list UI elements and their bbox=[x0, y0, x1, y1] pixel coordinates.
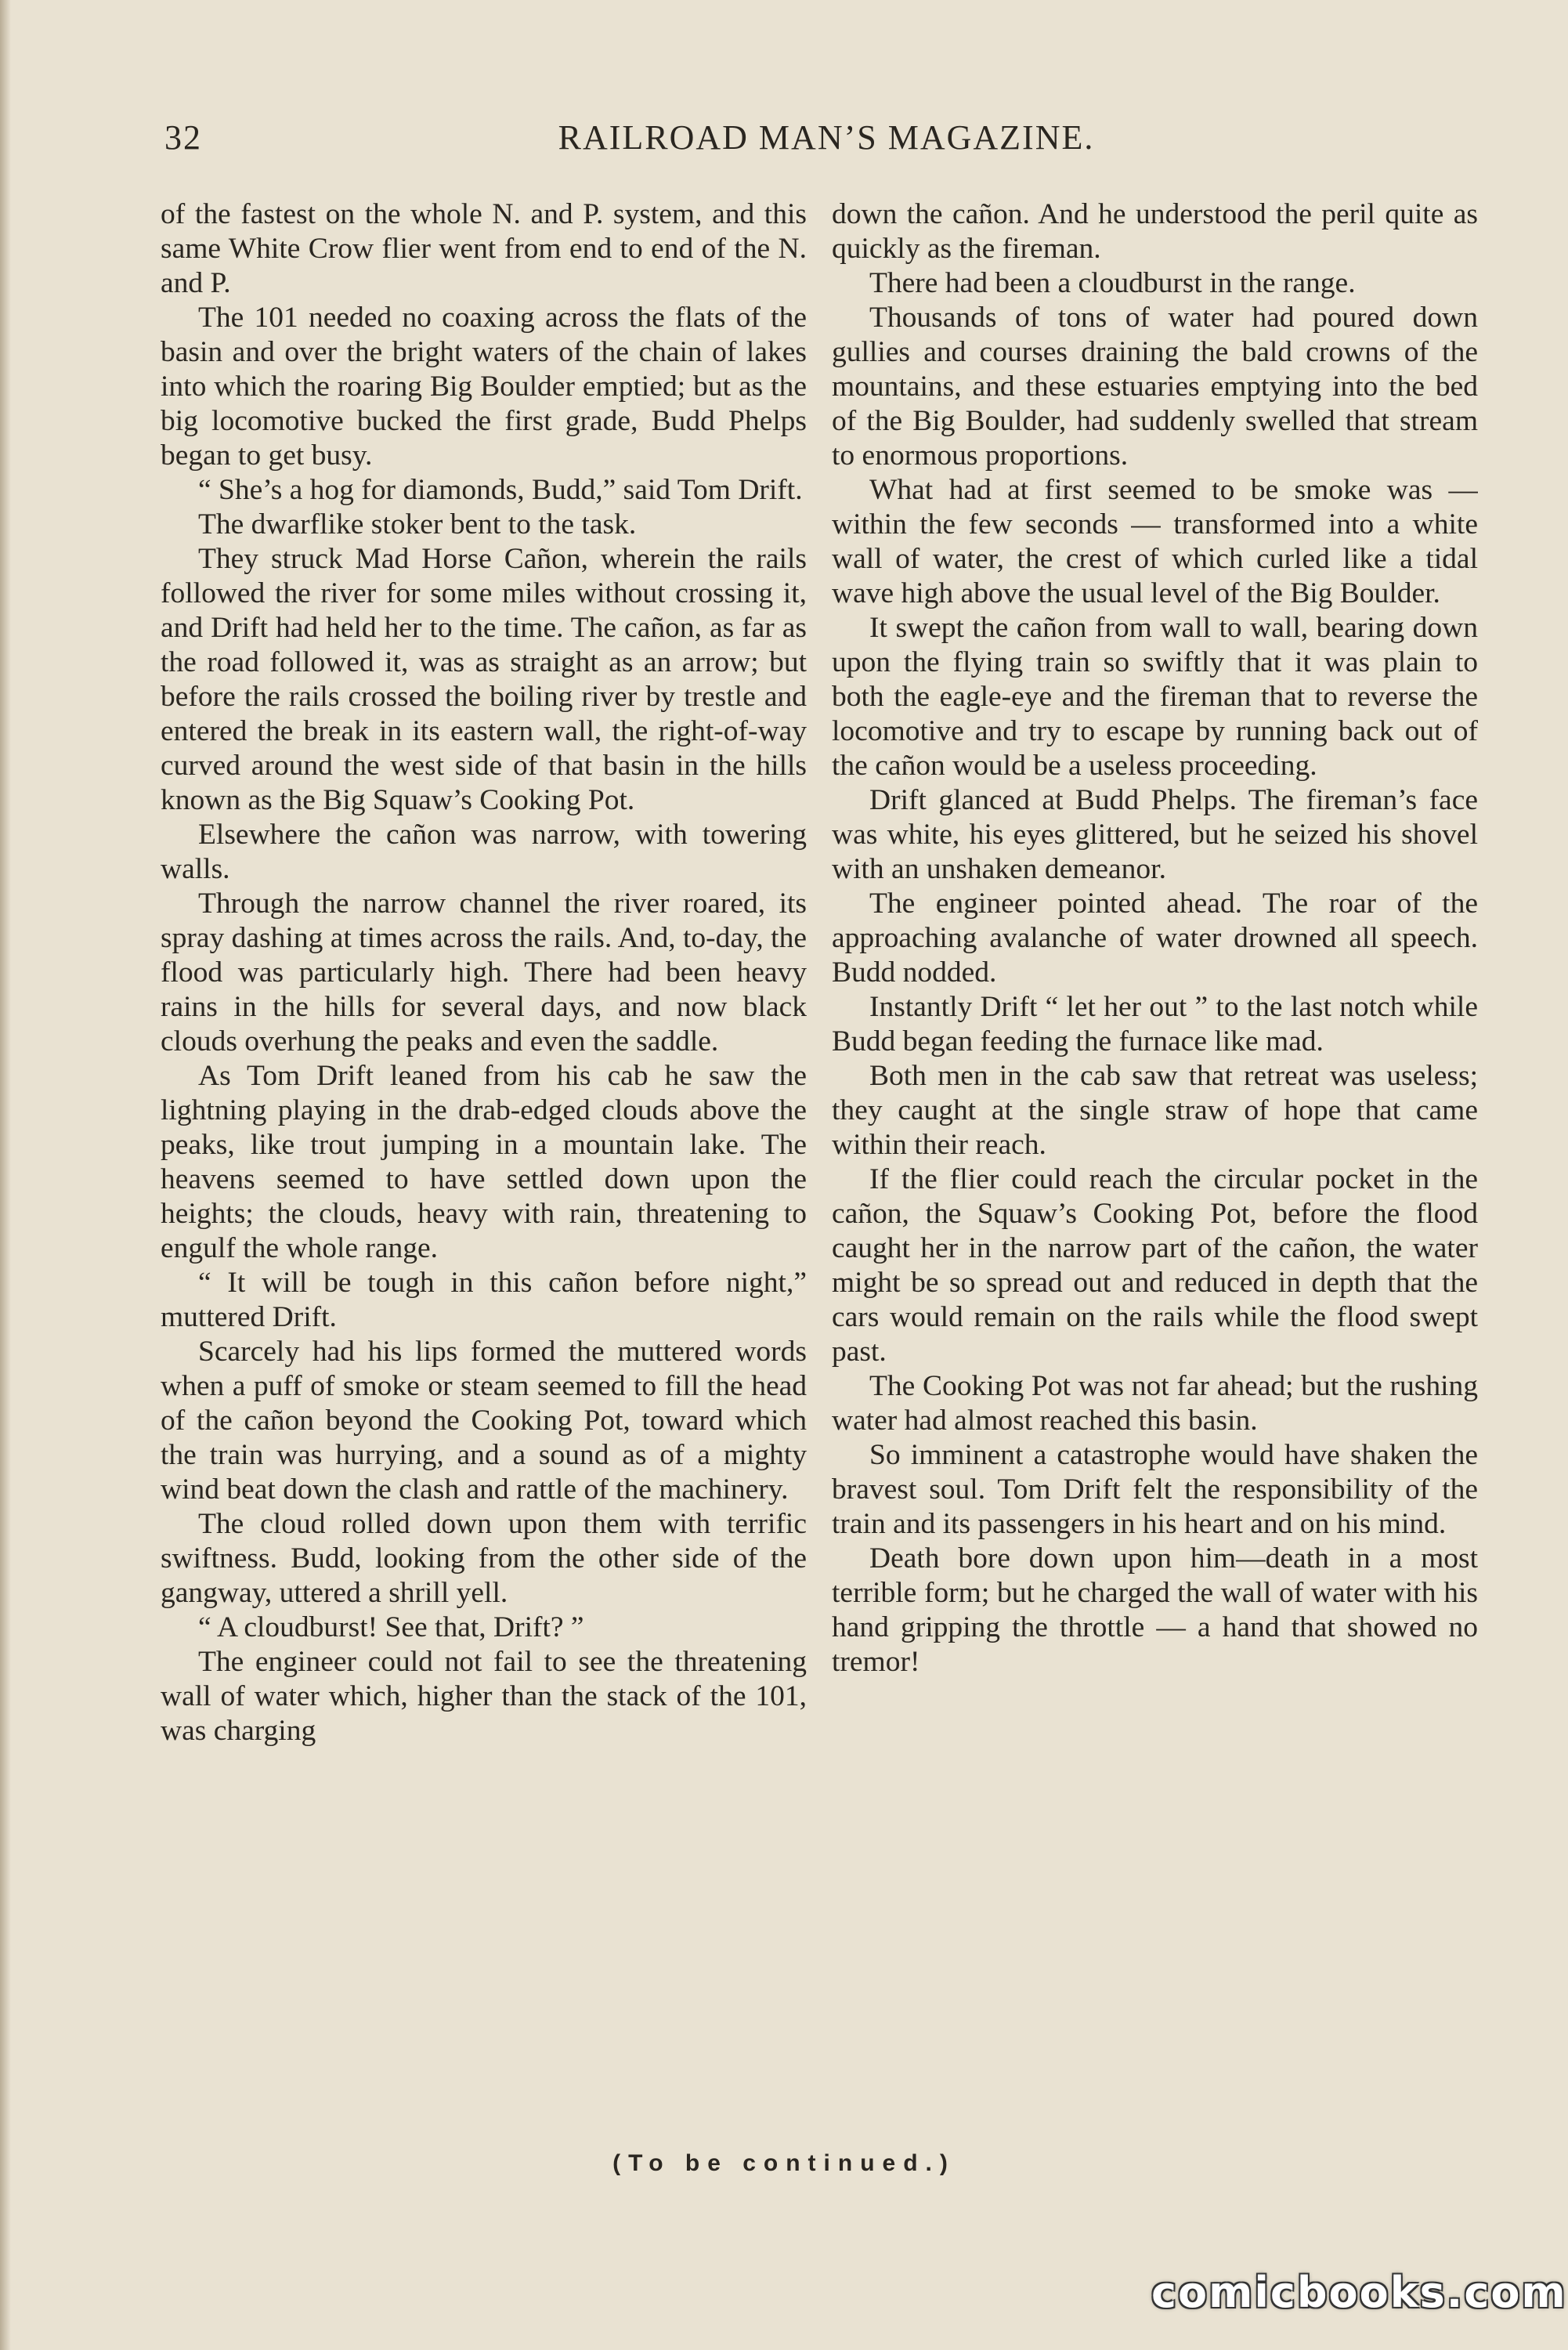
paragraph: Through the narrow channel the river roared, its spray dashing at times across the rails. And, to-day, the flood was particularly high. There had been heavy rains in the hills for several days, and now black clouds overhung the peaks and even the saddle. bbox=[161, 888, 807, 1058]
paragraph: The engineer pointed ahead. The roar of the approaching avalanche of water drowned all speech. Budd nodded. bbox=[832, 888, 1478, 989]
paragraph: The engineer could not fail to see the threatening wall of water which, higher than the stack of the 101, was charging bbox=[161, 1646, 807, 1747]
paragraph: The dwarflike stoker bent to the task. bbox=[198, 508, 637, 540]
to-be-continued-note: (To be continued.) bbox=[612, 2150, 956, 2176]
paragraph: Elsewhere the cañon was narrow, with towering walls. bbox=[161, 819, 807, 885]
paragraph: The Cooking Pot was not far ahead; but the rushing water had almost reached this basin. bbox=[832, 1370, 1478, 1437]
paragraph: “ A cloudburst! See that, Drift? ” bbox=[198, 1611, 584, 1643]
paragraph: The cloud rolled down upon them with terrific swiftness. Budd, looking from the other side of the gangway, uttered a shrill yell. bbox=[161, 1508, 807, 1609]
right-column bbox=[832, 197, 1478, 2140]
paragraph: “ It will be tough in this cañon before night,” muttered Drift. bbox=[161, 1267, 807, 1333]
page-number: 32 bbox=[164, 118, 202, 157]
watermark-logo: comicbooks.com bbox=[1151, 2268, 1567, 2317]
paragraph: As Tom Drift leaned from his cab he saw the lightning playing in the drab-edged clouds above the peaks, like trout jumping in a mountain lake. The heavens seemed to have settled down upon the heights; the clouds, heavy with rain, threatening to engulf the whole range. bbox=[161, 1060, 807, 1264]
paragraph: Drift glanced at Budd Phelps. The fireman’s face was white, his eyes glittered, but he seized his shovel with an unshaken demeanor. bbox=[832, 784, 1478, 885]
running-title: RAILROAD MAN’S MAGAZINE. bbox=[558, 118, 1095, 157]
paragraph: The 101 needed no coaxing across the flats of the basin and over the bright waters of the chain of lakes into which the roaring Big Boulder emptied; but as the big locomotive bucked the first grade, Budd Phelps began to get busy. bbox=[161, 302, 807, 472]
page-header bbox=[164, 118, 1488, 164]
paragraph: It swept the cañon from wall to wall, bearing down upon the flying train so swiftly that it was plain to both the eagle-eye and the fireman that to reverse the locomotive and try to escape by running back out of the cañon would be a useless proceeding. bbox=[832, 612, 1478, 782]
page-edge-shadow bbox=[0, 0, 11, 2350]
paragraph: What had at first seemed to be smoke was — within the few seconds — transformed into a white wall of water, the crest of which curled like a tidal wave high above the usual level of the Big Boulder. bbox=[832, 474, 1478, 609]
paragraph: “ She’s a hog for diamonds, Budd,” said Tom Drift. bbox=[198, 474, 803, 506]
paragraph: Instantly Drift “ let her out ” to the last notch while Budd began feeding the furnace like mad. bbox=[832, 991, 1478, 1058]
paragraph: Scarcely had his lips formed the muttered words when a puff of smoke or steam seemed to fill the head of the cañon beyond the Cooking Pot, toward which the train was hurrying, and a sound as of a mighty wind beat down the clash and rattle of the machinery. bbox=[161, 1336, 807, 1506]
paragraph: Thousands of tons of water had poured down gullies and courses draining the bald crowns of the mountains, and these estuaries emptying into the bed of the Big Boulder, had suddenly swelled that stream to enormous proportions. bbox=[832, 302, 1478, 472]
paragraph: There had been a cloudburst in the range. bbox=[869, 267, 1356, 299]
left-column bbox=[161, 197, 807, 2140]
paragraph: If the flier could reach the circular pocket in the cañon, the Squaw’s Cooking Pot, before the flood caught her in the narrow part of the cañon, the water might be so spread out and reduced in depth that the cars would remain on the rails while the flood swept past. bbox=[832, 1163, 1478, 1368]
paragraph: of the fastest on the whole N. and P. system, and this same White Crow flier went from end to end of the N. and P. bbox=[161, 198, 807, 299]
paragraph: Death bore down upon him—death in a most terrible form; but he charged the wall of water with his hand gripping the throttle — a hand that showed no tremor! bbox=[832, 1542, 1478, 1678]
paragraph: So imminent a catastrophe would have shaken the bravest soul. Tom Drift felt the responsibility of the train and its passengers in his heart and on his mind. bbox=[832, 1439, 1478, 1540]
paragraph: down the cañon. And he understood the peril quite as quickly as the fireman. bbox=[832, 198, 1478, 265]
paragraph: Both men in the cab saw that retreat was useless; they caught at the single straw of hope that came within their reach. bbox=[832, 1060, 1478, 1161]
paragraph: They struck Mad Horse Cañon, wherein the rails followed the river for some miles without crossing it, and Drift had held her to the time. The cañon, as far as the road followed it, was as straight as an arrow; but before the rails crossed the boiling river by trestle and entered the break in its eastern wall, the right-of-way curved around the west side of that basin in the hills known as the Big Squaw’s Cooking Pot. bbox=[161, 543, 807, 816]
